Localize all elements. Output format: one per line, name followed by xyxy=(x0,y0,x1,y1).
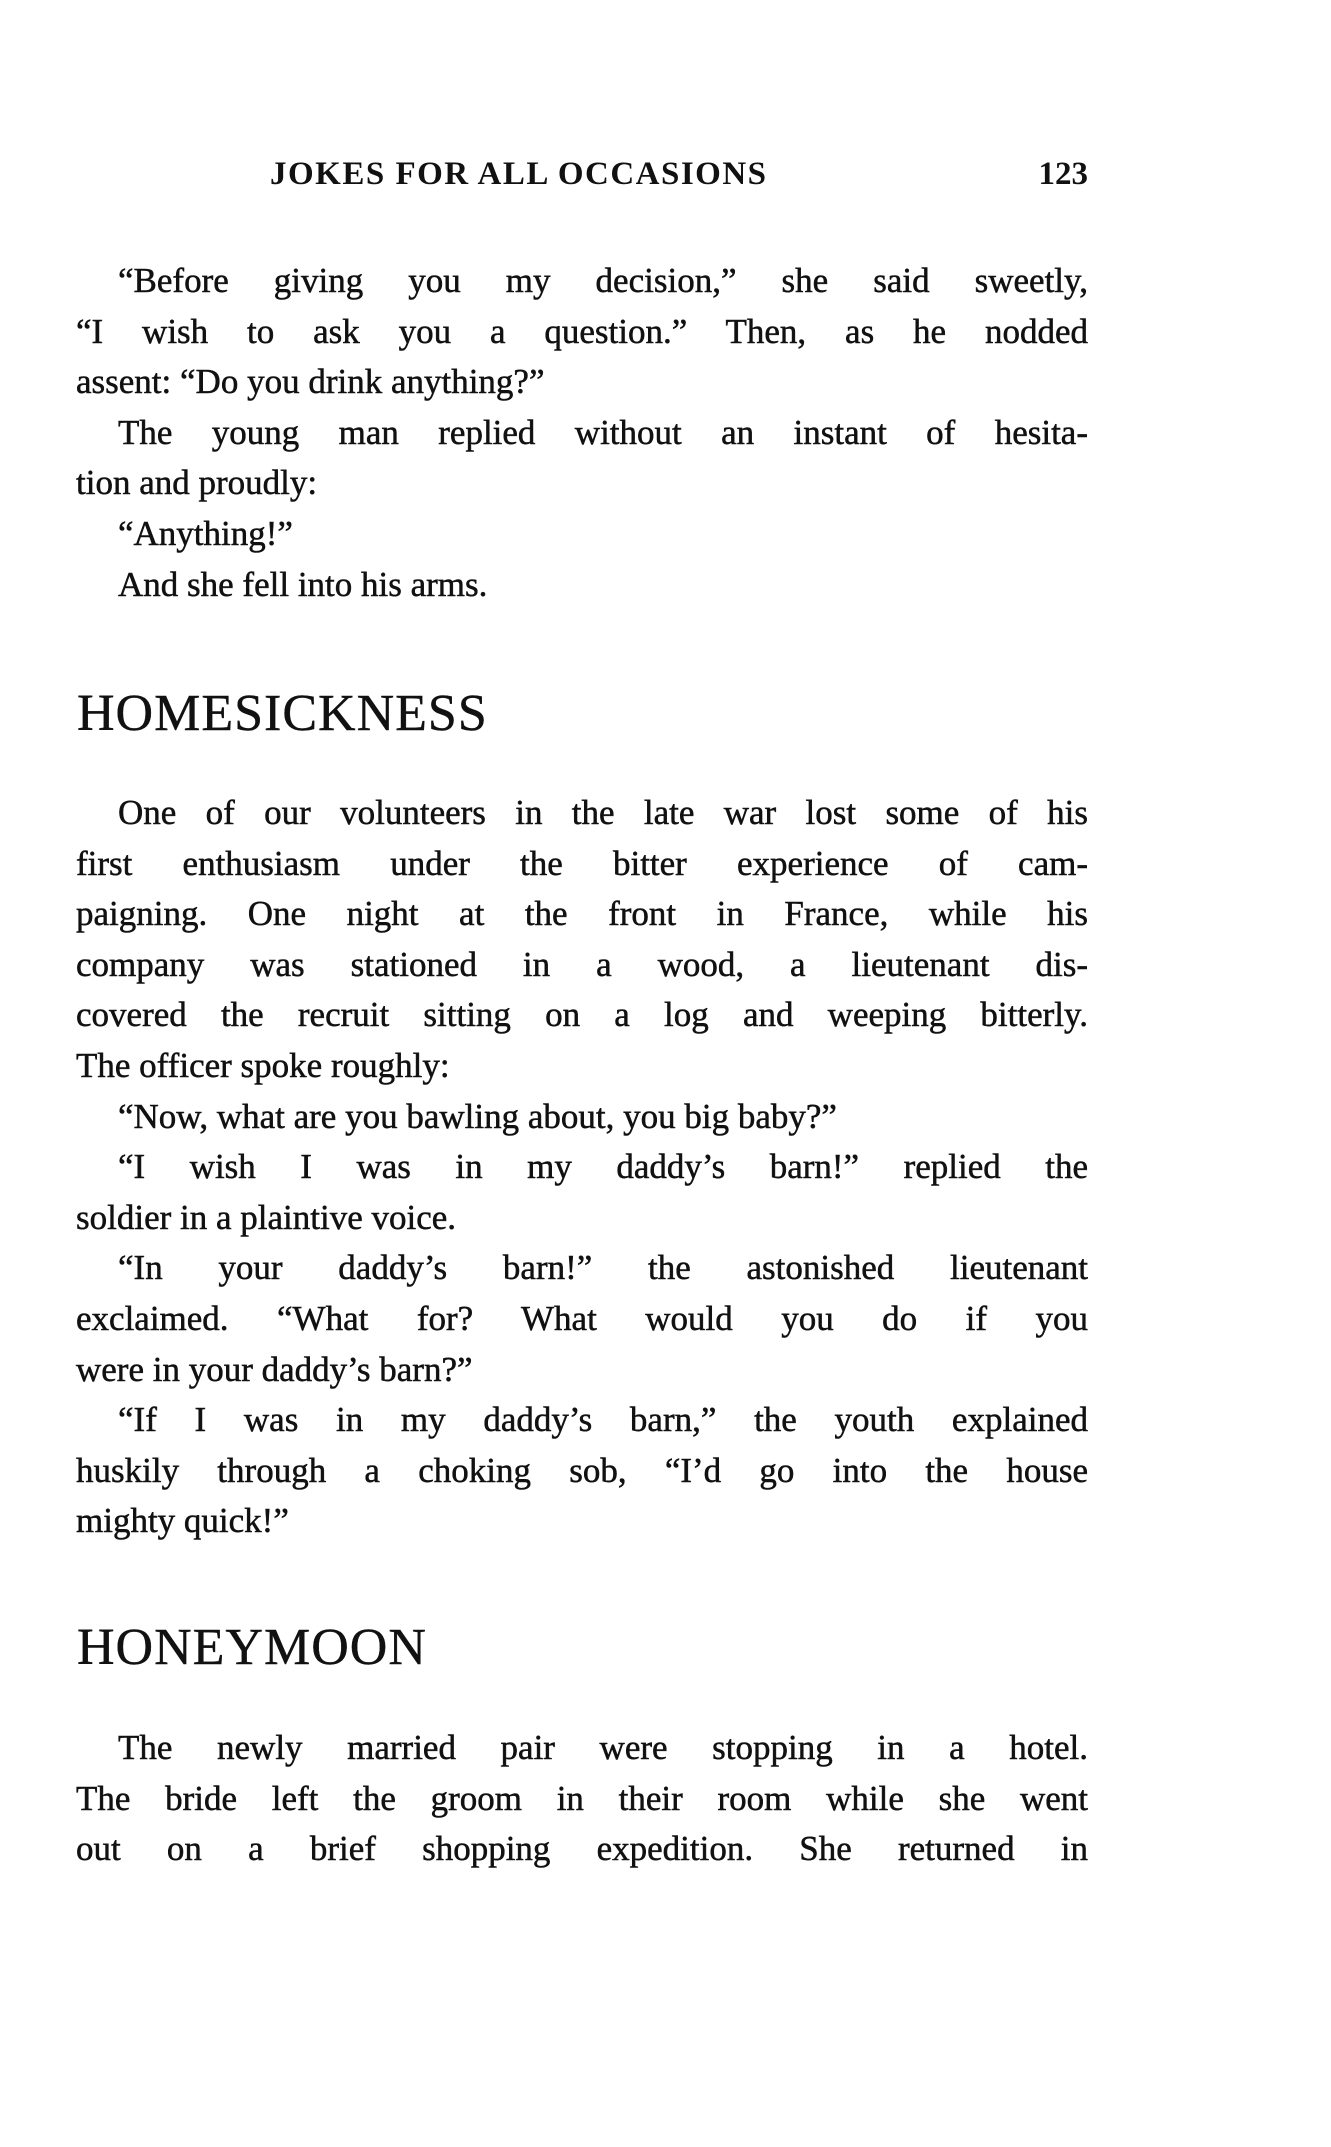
text-line: The officer spoke roughly: xyxy=(76,1045,450,1085)
section-heading-honeymoon: HONEYMOON xyxy=(77,1619,427,1676)
paragraph xyxy=(76,408,1088,509)
text-line: soldier in a plaintive voice. xyxy=(76,1197,457,1237)
paragraph xyxy=(76,509,1088,560)
text-line: And she fell into his arms. xyxy=(118,564,488,604)
text-line: were in your daddy’s barn?” xyxy=(76,1349,473,1389)
text-line: “If I was in my daddy’s barn,” the youth explained xyxy=(118,1400,1088,1440)
paragraph xyxy=(76,560,1088,611)
text-line: The bride left the groom in their room while she went xyxy=(76,1778,1088,1818)
section-honeymoon-text xyxy=(76,1723,1088,1875)
paragraph xyxy=(76,1092,1088,1143)
paragraph xyxy=(76,256,1088,408)
text-line: “Before giving you my decision,” she said sweetly, xyxy=(118,261,1088,300)
paragraph xyxy=(76,1243,1088,1395)
text-line: “Now, what are you bawling about, you big baby?” xyxy=(118,1096,837,1136)
section-continued-text xyxy=(76,256,1088,610)
text-line: “In your daddy’s barn!” the astonished lieutenant xyxy=(118,1248,1088,1288)
text-line: mighty quick!” xyxy=(76,1501,289,1541)
text-line: out on a brief shopping expedition. She returned in xyxy=(76,1829,1088,1869)
text-line: paigning. One night at the front in France, while his xyxy=(76,894,1088,934)
text-line: The young man replied without an instant of hesita- xyxy=(118,412,1088,452)
section-heading-homesickness: HOMESICKNESS xyxy=(77,685,488,742)
text-line: One of our volunteers in the late war lost some of his xyxy=(118,793,1088,832)
running-head-title: JOKES FOR ALL OCCASIONS xyxy=(270,156,768,192)
text-line: exclaimed. “What for? What would you do if you xyxy=(76,1298,1088,1338)
text-line: The newly married pair were stopping in a hotel. xyxy=(118,1728,1088,1767)
text-line: first enthusiasm under the bitter experience of cam- xyxy=(76,843,1088,883)
text-line: “I wish to ask you a question.” Then, as he nodded xyxy=(76,311,1088,351)
paragraph xyxy=(76,1723,1088,1875)
text-line: company was stationed in a wood, a lieutenant dis- xyxy=(76,944,1088,984)
text-line: covered the recruit sitting on a log and weeping bitterly. xyxy=(76,995,1088,1035)
paragraph xyxy=(76,788,1088,1092)
text-line: tion and proudly: xyxy=(76,463,318,503)
page-number: 123 xyxy=(1038,156,1088,192)
running-head xyxy=(270,156,1088,200)
text-line: huskily through a choking sob, “I’d go into the house xyxy=(76,1450,1088,1490)
text-line: “Anything!” xyxy=(118,513,293,553)
text-line: assent: “Do you drink anything?” xyxy=(76,362,545,402)
paragraph xyxy=(76,1395,1088,1547)
text-line: “I wish I was in my daddy’s barn!” replied the xyxy=(118,1147,1088,1187)
paragraph xyxy=(76,1142,1088,1243)
section-homesickness-text xyxy=(76,788,1088,1547)
